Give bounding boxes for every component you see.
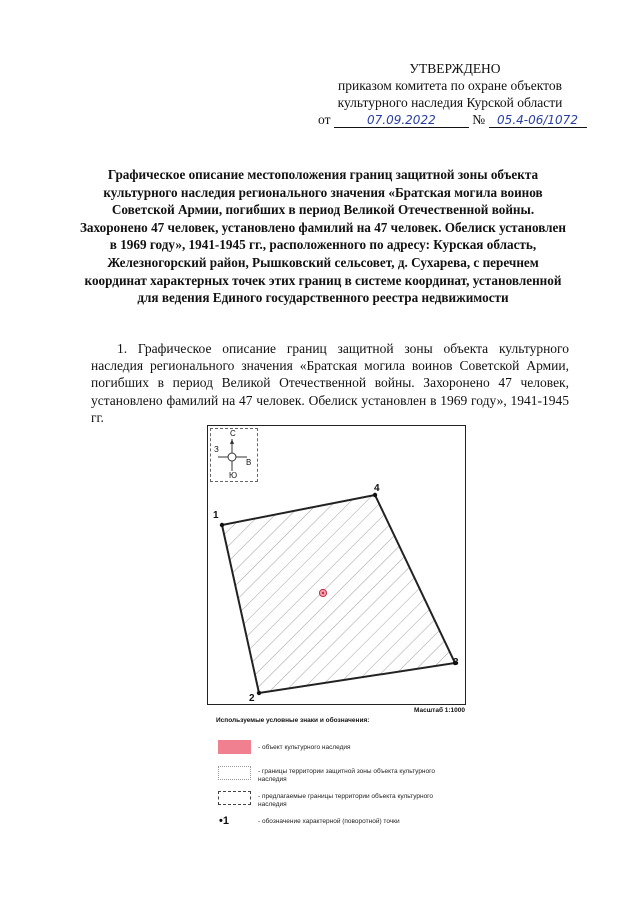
legend-zone-swatch: [218, 766, 251, 780]
description-paragraph: 1. Графическое описание границ защитной зоны объекта культурного наследия регионального значения «Братская могила воинов Советской Армии, погибших в период Великой Отечественной войны. Захоронено 47 человек, установлено фамилий на 47 человек. Обелиск установлен в 1969 году», 1941-1945 гг.: [91, 341, 569, 425]
date-prefix: от: [318, 112, 331, 127]
number-prefix: №: [472, 112, 486, 127]
approval-date-line: [318, 111, 600, 128]
order-number: 05.4-06/1072: [489, 113, 587, 128]
legend-object-text: - объект культурного наследия: [258, 744, 351, 751]
point-label-1: 1: [213, 510, 219, 521]
compass-rose: [210, 428, 258, 482]
legend-object-swatch: [218, 740, 251, 754]
protection-zone-polygon: [222, 495, 455, 693]
map-scale: Масштаб 1:1000: [414, 707, 466, 714]
order-date: 07.09.2022: [334, 113, 469, 128]
legend-point-text: - обозначение характерной (поворотной) точки: [258, 818, 400, 825]
compass-north: С: [230, 429, 236, 438]
legend-zone-text: - границы территории защитной зоны объекта культурного наследия: [258, 768, 435, 783]
heritage-object-marker: [319, 589, 326, 596]
approval-line-2: культурного наследия Курской области: [337, 95, 563, 110]
approval-title: УТВЕРЖДЕНО: [409, 61, 501, 76]
approval-line-1: приказом комитета по охране объектов: [338, 78, 562, 93]
legend-proposed-swatch: [218, 791, 251, 805]
vertex-1: [220, 523, 224, 527]
vertex-2: [257, 691, 261, 695]
legend-proposed-text: - предлагаемые границы территории объекта культурного наследия: [258, 793, 434, 808]
point-label-3: 3: [453, 657, 459, 668]
document-title: Графическое описание местоположения границ защитной зоны объекта культурного наследия регионального значения «Братская могила воинов Советской Армии, погибших в период Великой Отечественной войны. Захоронено 47 человек, установлено фамилий на 47 человек. Обелиск установлен в 1969 году», 1941-1945 гг., расположенного по адресу: Курская область, Железногорский район, Рышковский сельсовет, д. Сухарева, с перечнем координат характерных точек этих границ в системе координат, установленной для ведения Единого государственного реестра недвижимости: [79, 167, 567, 306]
legend-heading: Используемые условные знаки и обозначения:: [216, 717, 370, 724]
point-label-4: 4: [374, 483, 380, 494]
approval-block: [300, 60, 600, 128]
map-frame: [207, 425, 466, 705]
compass-west: З: [214, 445, 219, 454]
compass-east: В: [246, 458, 252, 467]
legend-point-symbol: •1: [219, 815, 229, 827]
point-label-2: 2: [249, 693, 255, 704]
compass-south: Ю: [229, 471, 238, 480]
